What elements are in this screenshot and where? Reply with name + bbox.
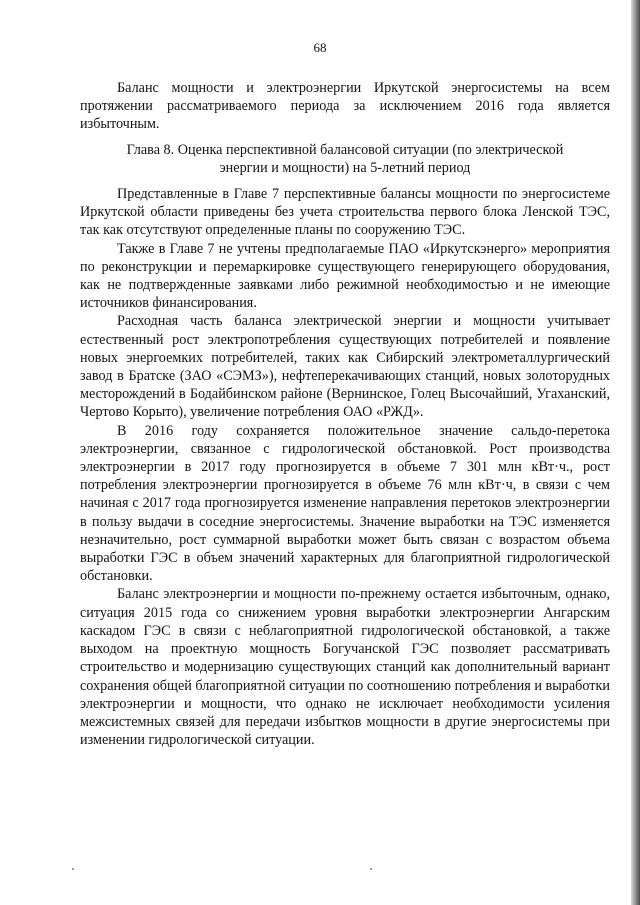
chapter-heading-line-2: энергии и мощности) на 5-летний период	[219, 159, 471, 176]
scan-speck	[370, 868, 372, 870]
paragraph-2016-balance: В 2016 году сохраняется положительное значение сальдо-перетока электроэнергии, связанное с гидрологической обстановкой. Рост производства электроэнергии в 2017 году прогнозируется в объеме 7 301 млн кВт·ч., рост потребления электроэнергии прогнозируется в объеме 76 млн кВт·ч, в связи с чем начиная с 2017 года прогнозируется изменение направления перетоков электроэнергии в пользу выдачи в соседние энергосистемы. Значение выработки на ТЭС изменяется незначительно, рост суммарной выработки может быть связан с возрастом объема выработки ГЭС в объем значений характерных для благоприятной гидрологической обстановки.	[80, 422, 610, 585]
paragraph-consumption: Расходная часть баланса электрической энергии и мощности учитывает естественный рост электропотребления существующих потребителей и появление новых энергоемких потребителей, таких как Сибирский электрометаллургический завод в Братске (ЗАО «СЭМЗ»), нефтеперекачивающих станций, новых золоторудных месторождений в Бодайбинском районе (Вернинское, Голец Высочайший, Угаханский, Чертово Корыто), увеличение потребления ОАО «РЖД».	[80, 313, 610, 421]
paragraph-lenskaya-tes: Представленные в Главе 7 перспективные балансы мощности по энергосистеме Иркутской области приведены без учета строительства первого блока Ленской ТЭС, так как отсутствуют определенные планы по сооружению ТЭС.	[80, 186, 610, 239]
chapter-heading-line-1: Глава 8. Оценка перспективной балансовой ситуации (по электрической	[126, 141, 564, 158]
paragraph-surplus: Баланс электроэнергии и мощности по-прежнему остается избыточным, однако, ситуация 2015 года со снижением уровня выработки электроэнергии Ангарским каскадом ГЭС в связи с неблагоприятной гидрологической обстановкой, а также выходом на проектную мощность Богучанской ГЭС позволяет рассматривать строительство и модернизацию существующих станций как дополнительный вариант сохранения общей благоприятной ситуации по соотношению потребления и выработки электроэнергии и мощности, что однако не исключает необходимости усиления межсистемных связей для передачи избытков мощности в другие энергосистемы при изменении гидрологической ситуации.	[80, 586, 610, 749]
paragraph-irkutskenergo: Также в Главе 7 не учтены предполагаемые ПАО «Иркутскэнерго» мероприятия по реконструкции и перемаркировке существующего генерирующего оборудования, как не подтвержденные заявками либо режимной необходимостью и не имеющие источников финансирования.	[80, 240, 610, 312]
intro-paragraph: Баланс мощности и электроэнергии Иркутской энергосистемы на всем протяжении рассматриваемого периода за исключением 2016 года является избыточным.	[80, 80, 610, 133]
page-number: 68	[313, 40, 327, 55]
page-edge-shadow	[631, 0, 640, 905]
document-body	[80, 79, 610, 749]
chapter-heading	[80, 141, 610, 177]
scan-speck	[72, 868, 74, 870]
